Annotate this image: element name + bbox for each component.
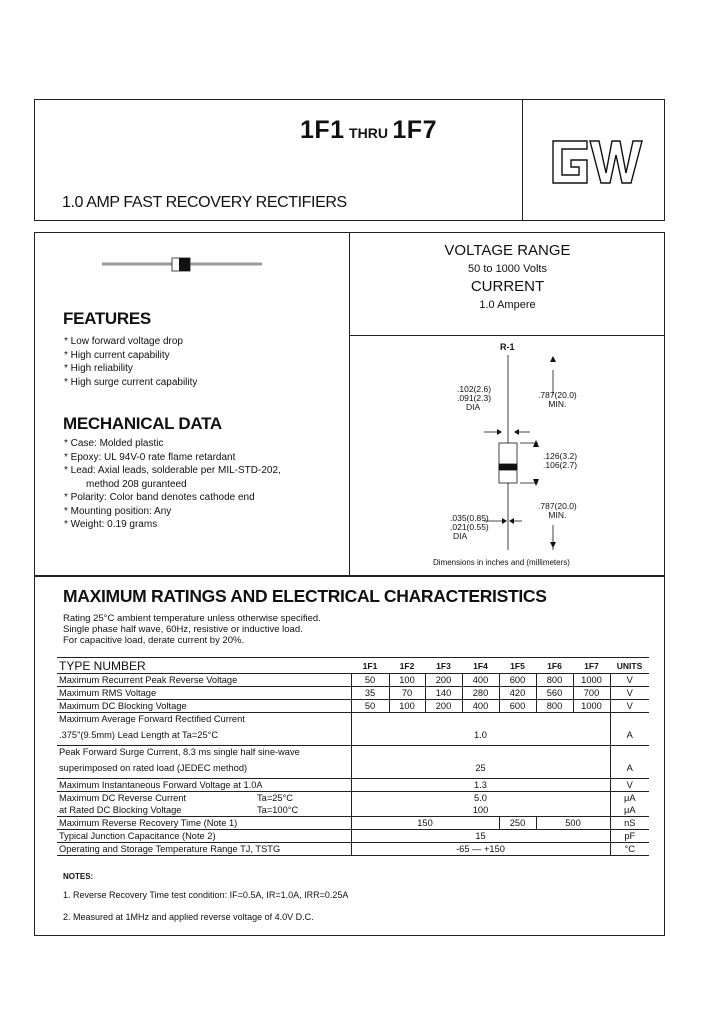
table-cell: 560 bbox=[536, 687, 573, 700]
gw-logo bbox=[549, 137, 645, 187]
dim-line: MIN. bbox=[548, 510, 567, 520]
ratings-table bbox=[57, 657, 649, 856]
table-cell: A bbox=[610, 725, 649, 746]
table-cell: V bbox=[610, 674, 649, 687]
package-label: R-1 bbox=[500, 342, 515, 352]
table-row bbox=[57, 779, 649, 792]
intro-line: Single phase half wave, 60Hz, resistive or inductive load. bbox=[63, 624, 303, 635]
current-title: CURRENT bbox=[470, 278, 545, 295]
table-cell bbox=[610, 713, 649, 726]
table-cell: 1000 bbox=[573, 674, 610, 687]
table-cell: 500 bbox=[536, 817, 610, 830]
row-label: Typical Junction Capacitance (Note 2) bbox=[59, 831, 216, 841]
dim-line: .126(3.2) bbox=[543, 451, 578, 461]
lead-dia-dim bbox=[457, 385, 491, 412]
table-cell bbox=[57, 746, 351, 759]
table-cell bbox=[57, 687, 351, 700]
table-row bbox=[57, 674, 649, 687]
table-cell: μA bbox=[610, 792, 649, 805]
dimension-caption: Dimensions in inches and (millimeters) bbox=[433, 558, 570, 567]
table-cell: V bbox=[610, 700, 649, 713]
dim-line: .787(20.0) bbox=[538, 501, 577, 511]
table-cell: 50 bbox=[351, 674, 389, 687]
table-cell: 35 bbox=[351, 687, 389, 700]
page-subtitle: 1.0 AMP FAST RECOVERY RECTIFIERS bbox=[62, 194, 347, 211]
mechanical-item: * Lead: Axial leads, solderable per MIL-STD-202, bbox=[64, 465, 281, 476]
dim-line: DIA bbox=[466, 402, 481, 412]
table-cell: 5.0 bbox=[351, 792, 610, 805]
type-number-header: TYPE NUMBER bbox=[59, 658, 146, 673]
bot-len-dim bbox=[538, 502, 577, 520]
row-label: Maximum Instantaneous Forward Voltage at 1.0A bbox=[59, 780, 263, 790]
table-row bbox=[57, 746, 649, 759]
table-cell: 600 bbox=[499, 700, 536, 713]
table-cell bbox=[57, 674, 351, 687]
table-cell: -65 — +150 bbox=[351, 843, 610, 856]
mechanical-item: * Epoxy: UL 94V-0 rate flame retardant bbox=[64, 451, 236, 463]
row-label: Maximum Recurrent Peak Reverse Voltage bbox=[59, 675, 238, 685]
table-cell: °C bbox=[610, 843, 649, 856]
thru-label: THRU bbox=[349, 125, 388, 141]
row-condition: Ta=100°C bbox=[257, 805, 299, 815]
table-cell: 1000 bbox=[573, 700, 610, 713]
column-header: 1F3 bbox=[436, 660, 451, 671]
table-cell: 280 bbox=[462, 687, 499, 700]
row-label: Maximum DC Reverse Current bbox=[59, 793, 187, 803]
features-list bbox=[64, 335, 197, 389]
table-cell bbox=[57, 758, 351, 779]
table-cell: 400 bbox=[462, 674, 499, 687]
current-value: 1.0 Ampere bbox=[479, 299, 536, 311]
table-cell: 100 bbox=[389, 700, 425, 713]
range-divider bbox=[349, 335, 665, 336]
intro-line: Rating 25°C ambient temperature unless otherwise specified. bbox=[63, 613, 321, 624]
note-1: 1. Reverse Recovery Time test condition: IF=0.5A, IR=1.0A, IRR=0.25A bbox=[63, 890, 349, 900]
row-label: at Rated DC Blocking Voltage bbox=[59, 805, 182, 815]
table-cell: 800 bbox=[536, 700, 573, 713]
table-cell: 200 bbox=[425, 700, 462, 713]
table-body bbox=[57, 674, 649, 856]
table-cell: 1.3 bbox=[351, 779, 610, 792]
dim-line: MIN. bbox=[548, 399, 567, 409]
top-len-dim bbox=[538, 391, 577, 409]
table-cell bbox=[57, 779, 351, 792]
column-header: 1F2 bbox=[399, 660, 415, 671]
table-cell: 420 bbox=[499, 687, 536, 700]
table-cell bbox=[351, 746, 610, 759]
table-row bbox=[57, 817, 649, 830]
table-row bbox=[57, 725, 649, 746]
row-label: .375"(9.5mm) Lead Length at Ta=25°C bbox=[59, 730, 219, 740]
column-header: UNITS bbox=[616, 660, 643, 671]
table-cell: 800 bbox=[536, 674, 573, 687]
row-label: Maximum RMS Voltage bbox=[59, 688, 157, 698]
features-title: FEATURES bbox=[63, 309, 151, 328]
table-row bbox=[57, 758, 649, 779]
dim-line: .787(20.0) bbox=[538, 390, 577, 400]
notes-title: NOTES: bbox=[63, 872, 94, 881]
part-start: 1F1 bbox=[300, 116, 345, 144]
table-cell: pF bbox=[610, 830, 649, 843]
table-cell bbox=[351, 713, 610, 726]
table-cell: 150 bbox=[351, 817, 499, 830]
table-cell: V bbox=[610, 687, 649, 700]
ratings-intro bbox=[63, 613, 321, 646]
table-cell: 15 bbox=[351, 830, 610, 843]
column-header: 1F6 bbox=[547, 660, 562, 671]
table-cell: A bbox=[610, 758, 649, 779]
table-header-row bbox=[57, 658, 649, 674]
table-cell: V bbox=[610, 779, 649, 792]
table-cell: 100 bbox=[351, 804, 610, 817]
dim-line: .091(2.3) bbox=[457, 393, 492, 403]
table-cell: 600 bbox=[499, 674, 536, 687]
column-header: 1F4 bbox=[473, 660, 488, 671]
note-2: 2. Measured at 1MHz and applied reverse voltage of 4.0V D.C. bbox=[63, 912, 314, 922]
row-label: Operating and Storage Temperature Range TJ, TSTG bbox=[59, 844, 281, 854]
feature-item: * Low forward voltage drop bbox=[64, 336, 183, 347]
table-cell bbox=[57, 817, 351, 830]
wire-dia-dim bbox=[450, 514, 489, 541]
table-cell bbox=[57, 792, 351, 805]
feature-item: * High current capability bbox=[64, 349, 170, 361]
table-cell: 50 bbox=[351, 700, 389, 713]
table-cell: 70 bbox=[389, 687, 425, 700]
feature-item: * High surge current capability bbox=[64, 376, 198, 388]
table-cell bbox=[57, 843, 351, 856]
range-block bbox=[350, 242, 665, 311]
row-label: Maximum DC Blocking Voltage bbox=[59, 701, 187, 711]
intro-line: For capacitive load, derate current by 20%. bbox=[63, 635, 245, 646]
table-row bbox=[57, 792, 649, 805]
table-cell: 1.0 bbox=[351, 725, 610, 746]
table-cell bbox=[57, 830, 351, 843]
row-label: Maximum Average Forward Rectified Current bbox=[59, 714, 245, 724]
dim-line: DIA bbox=[453, 531, 468, 541]
mechanical-item: * Mounting position: Any bbox=[64, 505, 172, 517]
table-cell: 400 bbox=[462, 700, 499, 713]
table-cell: nS bbox=[610, 817, 649, 830]
mechanical-item: * Case: Molded plastic bbox=[64, 438, 164, 449]
table-cell bbox=[57, 713, 351, 726]
dim-line: .035(0.85) bbox=[450, 513, 489, 523]
table-row bbox=[57, 804, 649, 817]
table-cell bbox=[57, 700, 351, 713]
dim-line: .106(2.7) bbox=[543, 460, 578, 470]
mechanical-item: * Polarity: Color band denotes cathode end bbox=[64, 492, 255, 503]
diode-icon bbox=[102, 255, 262, 275]
row-label: Maximum Reverse Recovery Time (Note 1) bbox=[59, 818, 238, 828]
table-cell bbox=[610, 746, 649, 759]
table-cell: μA bbox=[610, 804, 649, 817]
table-cell: 250 bbox=[499, 817, 536, 830]
voltage-range-title: VOLTAGE RANGE bbox=[444, 242, 571, 259]
dim-line: .021(0.55) bbox=[450, 522, 489, 532]
table-cell: 140 bbox=[425, 687, 462, 700]
part-title bbox=[300, 116, 437, 145]
table-cell: 100 bbox=[389, 674, 425, 687]
feature-item: * High reliability bbox=[64, 363, 133, 374]
column-header: 1F7 bbox=[584, 660, 599, 671]
ratings-title: MAXIMUM RATINGS AND ELECTRICAL CHARACTERISTICS bbox=[63, 586, 547, 606]
dim-line: .102(2.6) bbox=[457, 384, 492, 394]
row-label: superimposed on rated load (JEDEC method) bbox=[59, 763, 248, 773]
mechanical-item: * Weight: 0.19 grams bbox=[64, 519, 158, 530]
mechanical-title: MECHANICAL DATA bbox=[63, 414, 222, 433]
mechanical-item: method 208 guranteed bbox=[86, 478, 187, 490]
table-cell bbox=[57, 725, 351, 746]
table-row bbox=[57, 713, 649, 726]
table-row bbox=[57, 700, 649, 713]
column-header: 1F5 bbox=[510, 660, 525, 671]
part-end: 1F7 bbox=[392, 116, 437, 144]
table-cell: 25 bbox=[351, 758, 610, 779]
row-label: Peak Forward Surge Current, 8.3 ms single half sine-wave bbox=[59, 747, 300, 757]
column-header: 1F1 bbox=[362, 660, 378, 671]
table-row bbox=[57, 830, 649, 843]
body-len-dim bbox=[543, 452, 577, 470]
mechanical-list bbox=[64, 437, 281, 532]
voltage-range-value: 50 to 1000 Volts bbox=[468, 263, 547, 275]
table-cell: 700 bbox=[573, 687, 610, 700]
table-row bbox=[57, 843, 649, 856]
table-cell bbox=[57, 804, 351, 817]
table-row bbox=[57, 687, 649, 700]
table-cell: 200 bbox=[425, 674, 462, 687]
row-condition: Ta=25°C bbox=[257, 793, 294, 803]
